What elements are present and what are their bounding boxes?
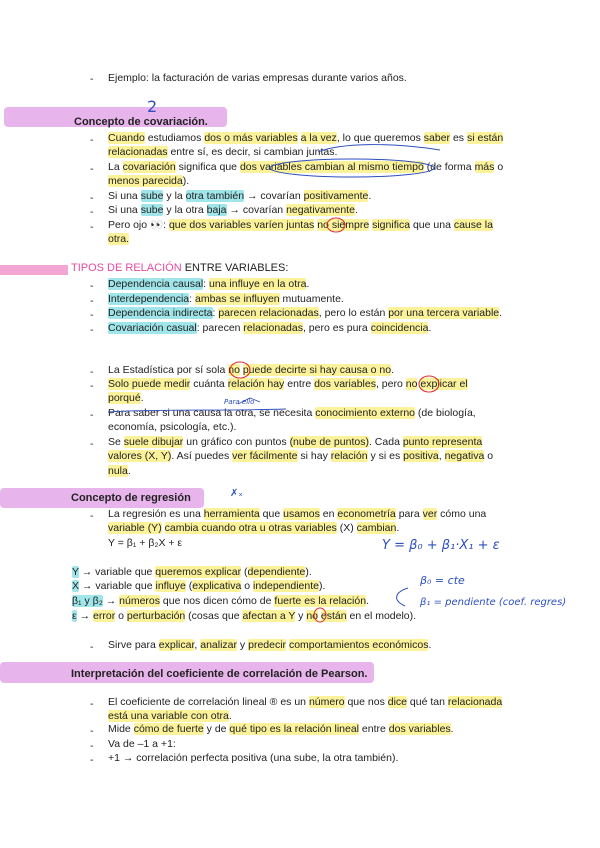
pearson-bullet-1-cont: está una variable con otra. <box>108 710 232 722</box>
regresion-var-y: Y → variable que queremos explicar (dependiente). <box>72 566 312 578</box>
bullet-dash: - <box>90 438 94 450</box>
bullet-dash: - <box>90 206 94 218</box>
eyes-emoji: 👀 <box>150 219 164 231</box>
tipos-item: Covariación casual: parecen relacionadas, pero es pura coincidencia. <box>108 322 432 334</box>
estadistica-bullet-1: La Estadística por sí sola no puede decirte si hay causa o no. <box>108 364 395 376</box>
example-text: Ejemplo: la facturación de varias empresas durante varios años. <box>108 72 407 84</box>
pearson-bullet-1: El coeficiente de correlación lineal ® es un número que nos dice qué tan relacionada <box>108 696 503 708</box>
handwritten-note-para-ello: Para ello <box>224 398 255 406</box>
estadistica-bullet-2-cont: porqué. <box>108 392 144 404</box>
estadistica-bullet-4: Se suele dibujar un gráfico con puntos (nube de puntos). Cada punto representa <box>108 436 483 448</box>
handwritten-beta1-note: β₁ = pendiente (coef. regres) <box>420 597 567 608</box>
estadistica-bullet-3-cont: economía, psicología, etc.). <box>108 421 237 433</box>
regresion-bullet-1: La regresión es una herramienta que usamos en econometría para ver cómo una <box>108 508 487 520</box>
covariacion-bullet-1: Cuando estudiamos dos o más variables a la vez, lo que queremos saber es si están <box>108 132 504 144</box>
estadistica-bullet-2: Solo puede medir cuánta relación hay entre dos variables, pero no explicar el <box>108 378 468 390</box>
bullet-dash: - <box>90 221 94 233</box>
bullet-dash: - <box>90 366 94 378</box>
bullet-dash: - <box>90 510 94 522</box>
estadistica-bullet-4-cont2: nula. <box>108 465 131 477</box>
bullet-dash: - <box>90 324 94 336</box>
regresion-var-x: X → variable que influye (explicativa o independiente). <box>72 580 326 592</box>
bullet-dash: - <box>90 754 94 766</box>
section-title-tipos: TIPOS DE RELACIÓN ENTRE VARIABLES: <box>71 262 289 274</box>
bullet-dash: - <box>90 641 94 653</box>
section-title-pearson: Interpretación del coeficiente de correlación de Pearson. <box>71 668 368 680</box>
covariacion-bullet-3: Si una sube y la otra también → covarían positivamente. <box>108 190 372 202</box>
bullet-dash: - <box>90 698 94 710</box>
bullet-dash: - <box>90 134 94 146</box>
bullet-dash: - <box>90 309 94 321</box>
bullet-dash: - <box>90 740 94 752</box>
covariacion-bullet-1-cont: relacionadas entre sí, es decir, si cambian juntas. <box>108 146 338 158</box>
regresion-var-epsilon: ε → error o perturbación (cosas que afectan a Y y no están en el modelo). <box>72 610 417 622</box>
bullet-dash: - <box>90 725 94 737</box>
estadistica-bullet-4-cont: valores (X, Y). Así puedes ver fácilmente si hay relación y si es positiva, negativa o <box>108 450 494 462</box>
handwritten-formula: Y = β₀ + β₁·X₁ + ε <box>382 538 500 553</box>
bullet-dash: - <box>90 409 94 421</box>
bullet-dash: - <box>90 163 94 175</box>
estadistica-bullet-3: Para saber si una causa la otra, se necesita conocimiento externo (de biología, <box>108 407 476 419</box>
pearson-bullet-4: +1 → correlación perfecta positiva (una sube, la otra también). <box>108 752 399 764</box>
section-title-covariacion: Concepto de covariación. <box>74 116 208 128</box>
pink-band-tipos <box>0 265 68 275</box>
section-title-regresion: Concepto de regresión <box>71 492 191 504</box>
covariacion-bullet-4: Si una sube y la otra baja → covarían negativamente. <box>108 204 358 216</box>
pearson-bullet-2: Mide cómo de fuerte y de qué tipo es la relación lineal entre dos variables. <box>108 723 454 735</box>
tipos-item: Dependencia indirecta: parecen relacionadas, pero lo están por una tercera variable. <box>108 307 503 319</box>
covariacion-bullet-2-cont: menos parecida). <box>108 175 190 187</box>
bullet-dash: - <box>90 73 94 85</box>
tipos-item: Dependencia causal: una influye en la otra. <box>108 278 310 290</box>
covariacion-bullet-5-cont: otra. <box>108 233 130 245</box>
bullet-dash: - <box>90 280 94 292</box>
regresion-bullet-1-cont: variable (Y) cambia cuando otra u otras variables (X) cambian. <box>108 522 400 534</box>
handwritten-number: 2 <box>147 97 158 116</box>
covariacion-bullet-2: La covariación significa que dos variables cambian al mismo tiempo (de forma más o <box>108 161 504 173</box>
regresion-bullet-2: Sirve para explicar, analizar y predecir comportamientos económicos. <box>108 639 432 651</box>
bullet-dash: - <box>90 380 94 392</box>
bullet-dash: - <box>90 295 94 307</box>
handwritten-beta0-note: β₀ = cte <box>420 574 465 587</box>
tipos-item: Interdependencia: ambas se influyen mutuamente. <box>108 293 344 305</box>
regresion-var-betas: β₁ y β₂ → números que nos dicen cómo de fuerte es la relación. <box>72 595 369 607</box>
bullet-dash: - <box>90 192 94 204</box>
ink-brace-betas <box>397 588 408 606</box>
handwritten-mark: ✗ₓ <box>230 488 243 499</box>
covariacion-bullet-5: Pero ojo 👀: que dos variables varíen juntas no siempre significa que una cause la <box>108 219 493 231</box>
pearson-bullet-3: Va de –1 a +1: <box>108 738 176 750</box>
regression-formula: Y = β₁ + β₂X + ε <box>108 537 183 549</box>
